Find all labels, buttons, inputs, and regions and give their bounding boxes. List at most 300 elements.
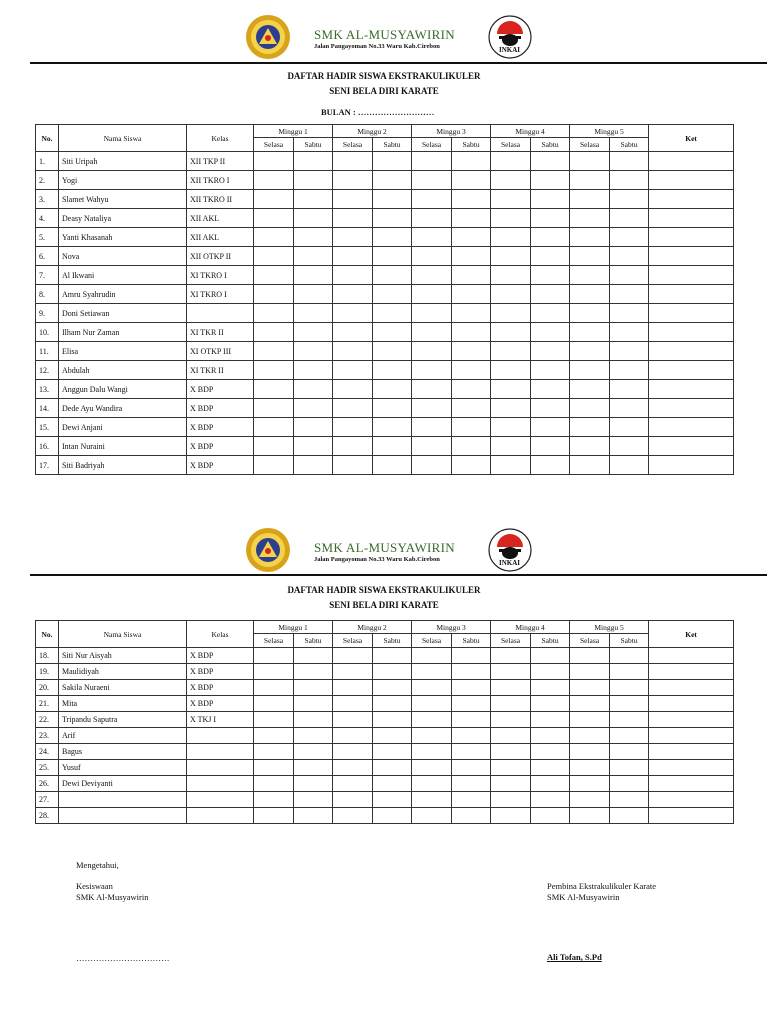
attendance-cell[interactable] xyxy=(333,152,373,171)
attendance-cell[interactable] xyxy=(294,399,333,418)
attendance-cell[interactable] xyxy=(412,380,452,399)
attendance-cell[interactable] xyxy=(333,247,373,266)
attendance-cell[interactable] xyxy=(373,209,412,228)
attendance-cell[interactable] xyxy=(452,776,491,792)
attendance-cell[interactable] xyxy=(531,323,570,342)
attendance-cell[interactable] xyxy=(531,728,570,744)
ket-cell[interactable] xyxy=(649,808,734,824)
attendance-cell[interactable] xyxy=(294,456,333,475)
attendance-cell[interactable] xyxy=(452,190,491,209)
attendance-cell[interactable] xyxy=(412,456,452,475)
attendance-cell[interactable] xyxy=(570,760,610,776)
attendance-cell[interactable] xyxy=(610,680,649,696)
attendance-cell[interactable] xyxy=(570,437,610,456)
attendance-cell[interactable] xyxy=(294,361,333,380)
attendance-cell[interactable] xyxy=(531,808,570,824)
attendance-cell[interactable] xyxy=(531,418,570,437)
attendance-cell[interactable] xyxy=(610,776,649,792)
attendance-cell[interactable] xyxy=(254,760,294,776)
attendance-cell[interactable] xyxy=(452,171,491,190)
attendance-cell[interactable] xyxy=(373,285,412,304)
ket-cell[interactable] xyxy=(649,744,734,760)
attendance-cell[interactable] xyxy=(531,304,570,323)
attendance-cell[interactable] xyxy=(531,456,570,475)
attendance-cell[interactable] xyxy=(412,648,452,664)
attendance-cell[interactable] xyxy=(610,342,649,361)
attendance-cell[interactable] xyxy=(452,437,491,456)
attendance-cell[interactable] xyxy=(412,285,452,304)
attendance-cell[interactable] xyxy=(373,728,412,744)
attendance-cell[interactable] xyxy=(254,418,294,437)
attendance-cell[interactable] xyxy=(531,744,570,760)
attendance-cell[interactable] xyxy=(491,342,531,361)
ket-cell[interactable] xyxy=(649,190,734,209)
ket-cell[interactable] xyxy=(649,437,734,456)
attendance-cell[interactable] xyxy=(373,776,412,792)
attendance-cell[interactable] xyxy=(491,361,531,380)
attendance-cell[interactable] xyxy=(412,776,452,792)
attendance-cell[interactable] xyxy=(373,247,412,266)
attendance-cell[interactable] xyxy=(570,399,610,418)
attendance-cell[interactable] xyxy=(294,696,333,712)
attendance-cell[interactable] xyxy=(491,456,531,475)
attendance-cell[interactable] xyxy=(570,744,610,760)
attendance-cell[interactable] xyxy=(610,152,649,171)
attendance-cell[interactable] xyxy=(254,437,294,456)
attendance-cell[interactable] xyxy=(452,304,491,323)
attendance-cell[interactable] xyxy=(531,648,570,664)
attendance-cell[interactable] xyxy=(373,323,412,342)
attendance-cell[interactable] xyxy=(412,728,452,744)
attendance-cell[interactable] xyxy=(531,171,570,190)
attendance-cell[interactable] xyxy=(294,266,333,285)
attendance-cell[interactable] xyxy=(333,266,373,285)
attendance-cell[interactable] xyxy=(412,399,452,418)
attendance-cell[interactable] xyxy=(491,744,531,760)
attendance-cell[interactable] xyxy=(333,776,373,792)
attendance-cell[interactable] xyxy=(333,399,373,418)
attendance-cell[interactable] xyxy=(412,247,452,266)
attendance-cell[interactable] xyxy=(333,323,373,342)
ket-cell[interactable] xyxy=(649,171,734,190)
attendance-cell[interactable] xyxy=(294,247,333,266)
attendance-cell[interactable] xyxy=(294,680,333,696)
attendance-cell[interactable] xyxy=(491,664,531,680)
attendance-cell[interactable] xyxy=(412,744,452,760)
attendance-cell[interactable] xyxy=(373,456,412,475)
attendance-cell[interactable] xyxy=(412,228,452,247)
ket-cell[interactable] xyxy=(649,380,734,399)
ket-cell[interactable] xyxy=(649,342,734,361)
attendance-cell[interactable] xyxy=(254,680,294,696)
attendance-cell[interactable] xyxy=(531,437,570,456)
attendance-cell[interactable] xyxy=(570,648,610,664)
attendance-cell[interactable] xyxy=(412,190,452,209)
attendance-cell[interactable] xyxy=(531,760,570,776)
ket-cell[interactable] xyxy=(649,760,734,776)
attendance-cell[interactable] xyxy=(412,792,452,808)
attendance-cell[interactable] xyxy=(531,342,570,361)
attendance-cell[interactable] xyxy=(452,696,491,712)
attendance-cell[interactable] xyxy=(452,228,491,247)
attendance-cell[interactable] xyxy=(452,266,491,285)
attendance-cell[interactable] xyxy=(570,228,610,247)
attendance-cell[interactable] xyxy=(294,808,333,824)
attendance-cell[interactable] xyxy=(254,792,294,808)
attendance-cell[interactable] xyxy=(610,323,649,342)
attendance-cell[interactable] xyxy=(610,760,649,776)
attendance-cell[interactable] xyxy=(333,209,373,228)
attendance-cell[interactable] xyxy=(531,792,570,808)
attendance-cell[interactable] xyxy=(333,728,373,744)
attendance-cell[interactable] xyxy=(412,304,452,323)
attendance-cell[interactable] xyxy=(531,152,570,171)
attendance-cell[interactable] xyxy=(491,776,531,792)
attendance-cell[interactable] xyxy=(373,266,412,285)
ket-cell[interactable] xyxy=(649,456,734,475)
attendance-cell[interactable] xyxy=(570,456,610,475)
attendance-cell[interactable] xyxy=(373,680,412,696)
attendance-cell[interactable] xyxy=(531,247,570,266)
attendance-cell[interactable] xyxy=(373,664,412,680)
attendance-cell[interactable] xyxy=(452,418,491,437)
attendance-cell[interactable] xyxy=(452,744,491,760)
attendance-cell[interactable] xyxy=(373,190,412,209)
ket-cell[interactable] xyxy=(649,712,734,728)
attendance-cell[interactable] xyxy=(491,792,531,808)
attendance-cell[interactable] xyxy=(452,380,491,399)
attendance-cell[interactable] xyxy=(491,418,531,437)
attendance-cell[interactable] xyxy=(570,712,610,728)
attendance-cell[interactable] xyxy=(491,266,531,285)
ket-cell[interactable] xyxy=(649,418,734,437)
attendance-cell[interactable] xyxy=(570,342,610,361)
attendance-cell[interactable] xyxy=(412,760,452,776)
attendance-cell[interactable] xyxy=(254,456,294,475)
attendance-cell[interactable] xyxy=(531,285,570,304)
attendance-cell[interactable] xyxy=(254,285,294,304)
attendance-cell[interactable] xyxy=(570,266,610,285)
attendance-cell[interactable] xyxy=(610,190,649,209)
ket-cell[interactable] xyxy=(649,776,734,792)
ket-cell[interactable] xyxy=(649,152,734,171)
attendance-cell[interactable] xyxy=(610,285,649,304)
attendance-cell[interactable] xyxy=(452,792,491,808)
attendance-cell[interactable] xyxy=(531,190,570,209)
attendance-cell[interactable] xyxy=(610,380,649,399)
attendance-cell[interactable] xyxy=(452,342,491,361)
attendance-cell[interactable] xyxy=(610,712,649,728)
attendance-cell[interactable] xyxy=(294,712,333,728)
attendance-cell[interactable] xyxy=(610,209,649,228)
attendance-cell[interactable] xyxy=(452,648,491,664)
attendance-cell[interactable] xyxy=(373,744,412,760)
attendance-cell[interactable] xyxy=(412,696,452,712)
attendance-cell[interactable] xyxy=(570,776,610,792)
attendance-cell[interactable] xyxy=(254,808,294,824)
attendance-cell[interactable] xyxy=(531,776,570,792)
attendance-cell[interactable] xyxy=(294,648,333,664)
attendance-cell[interactable] xyxy=(610,361,649,380)
attendance-cell[interactable] xyxy=(610,744,649,760)
attendance-cell[interactable] xyxy=(610,696,649,712)
attendance-cell[interactable] xyxy=(412,418,452,437)
attendance-cell[interactable] xyxy=(333,712,373,728)
attendance-cell[interactable] xyxy=(294,171,333,190)
attendance-cell[interactable] xyxy=(491,808,531,824)
attendance-cell[interactable] xyxy=(452,760,491,776)
attendance-cell[interactable] xyxy=(570,361,610,380)
attendance-cell[interactable] xyxy=(531,361,570,380)
attendance-cell[interactable] xyxy=(610,437,649,456)
attendance-cell[interactable] xyxy=(254,648,294,664)
attendance-cell[interactable] xyxy=(491,285,531,304)
attendance-cell[interactable] xyxy=(412,361,452,380)
attendance-cell[interactable] xyxy=(294,744,333,760)
attendance-cell[interactable] xyxy=(452,152,491,171)
attendance-cell[interactable] xyxy=(294,760,333,776)
attendance-cell[interactable] xyxy=(294,728,333,744)
attendance-cell[interactable] xyxy=(452,728,491,744)
attendance-cell[interactable] xyxy=(570,304,610,323)
attendance-cell[interactable] xyxy=(294,209,333,228)
attendance-cell[interactable] xyxy=(570,418,610,437)
attendance-cell[interactable] xyxy=(491,247,531,266)
attendance-cell[interactable] xyxy=(570,792,610,808)
ket-cell[interactable] xyxy=(649,664,734,680)
ket-cell[interactable] xyxy=(649,361,734,380)
attendance-cell[interactable] xyxy=(491,728,531,744)
attendance-cell[interactable] xyxy=(373,152,412,171)
attendance-cell[interactable] xyxy=(294,190,333,209)
attendance-cell[interactable] xyxy=(373,760,412,776)
attendance-cell[interactable] xyxy=(610,792,649,808)
attendance-cell[interactable] xyxy=(610,247,649,266)
attendance-cell[interactable] xyxy=(373,696,412,712)
attendance-cell[interactable] xyxy=(294,342,333,361)
attendance-cell[interactable] xyxy=(412,680,452,696)
attendance-cell[interactable] xyxy=(610,648,649,664)
attendance-cell[interactable] xyxy=(452,712,491,728)
attendance-cell[interactable] xyxy=(294,776,333,792)
attendance-cell[interactable] xyxy=(294,304,333,323)
attendance-cell[interactable] xyxy=(373,304,412,323)
attendance-cell[interactable] xyxy=(412,712,452,728)
attendance-cell[interactable] xyxy=(373,228,412,247)
attendance-cell[interactable] xyxy=(491,712,531,728)
attendance-cell[interactable] xyxy=(412,152,452,171)
attendance-cell[interactable] xyxy=(610,228,649,247)
attendance-cell[interactable] xyxy=(373,792,412,808)
attendance-cell[interactable] xyxy=(570,696,610,712)
attendance-cell[interactable] xyxy=(570,190,610,209)
attendance-cell[interactable] xyxy=(531,664,570,680)
attendance-cell[interactable] xyxy=(294,380,333,399)
attendance-cell[interactable] xyxy=(570,808,610,824)
attendance-cell[interactable] xyxy=(412,664,452,680)
attendance-cell[interactable] xyxy=(373,712,412,728)
attendance-cell[interactable] xyxy=(333,664,373,680)
ket-cell[interactable] xyxy=(649,728,734,744)
attendance-cell[interactable] xyxy=(491,399,531,418)
attendance-cell[interactable] xyxy=(333,808,373,824)
attendance-cell[interactable] xyxy=(491,696,531,712)
attendance-cell[interactable] xyxy=(373,437,412,456)
attendance-cell[interactable] xyxy=(254,696,294,712)
ket-cell[interactable] xyxy=(649,247,734,266)
attendance-cell[interactable] xyxy=(570,664,610,680)
attendance-cell[interactable] xyxy=(294,418,333,437)
attendance-cell[interactable] xyxy=(531,209,570,228)
ket-cell[interactable] xyxy=(649,680,734,696)
ket-cell[interactable] xyxy=(649,228,734,247)
attendance-cell[interactable] xyxy=(333,648,373,664)
attendance-cell[interactable] xyxy=(254,664,294,680)
attendance-cell[interactable] xyxy=(373,342,412,361)
attendance-cell[interactable] xyxy=(333,171,373,190)
attendance-cell[interactable] xyxy=(412,808,452,824)
attendance-cell[interactable] xyxy=(412,171,452,190)
attendance-cell[interactable] xyxy=(610,664,649,680)
attendance-cell[interactable] xyxy=(333,696,373,712)
attendance-cell[interactable] xyxy=(491,304,531,323)
attendance-cell[interactable] xyxy=(254,712,294,728)
attendance-cell[interactable] xyxy=(610,304,649,323)
attendance-cell[interactable] xyxy=(610,399,649,418)
attendance-cell[interactable] xyxy=(294,792,333,808)
attendance-cell[interactable] xyxy=(412,266,452,285)
attendance-cell[interactable] xyxy=(452,399,491,418)
attendance-cell[interactable] xyxy=(333,680,373,696)
attendance-cell[interactable] xyxy=(531,380,570,399)
attendance-cell[interactable] xyxy=(491,760,531,776)
attendance-cell[interactable] xyxy=(254,266,294,285)
attendance-cell[interactable] xyxy=(333,228,373,247)
attendance-cell[interactable] xyxy=(570,323,610,342)
attendance-cell[interactable] xyxy=(294,323,333,342)
attendance-cell[interactable] xyxy=(254,304,294,323)
attendance-cell[interactable] xyxy=(452,247,491,266)
attendance-cell[interactable] xyxy=(531,680,570,696)
attendance-cell[interactable] xyxy=(254,380,294,399)
ket-cell[interactable] xyxy=(649,648,734,664)
attendance-cell[interactable] xyxy=(254,171,294,190)
ket-cell[interactable] xyxy=(649,696,734,712)
attendance-cell[interactable] xyxy=(254,744,294,760)
attendance-cell[interactable] xyxy=(373,808,412,824)
attendance-cell[interactable] xyxy=(531,399,570,418)
attendance-cell[interactable] xyxy=(254,399,294,418)
attendance-cell[interactable] xyxy=(491,209,531,228)
attendance-cell[interactable] xyxy=(333,304,373,323)
attendance-cell[interactable] xyxy=(570,285,610,304)
attendance-cell[interactable] xyxy=(333,792,373,808)
attendance-cell[interactable] xyxy=(412,209,452,228)
attendance-cell[interactable] xyxy=(570,209,610,228)
attendance-cell[interactable] xyxy=(570,247,610,266)
ket-cell[interactable] xyxy=(649,792,734,808)
attendance-cell[interactable] xyxy=(254,728,294,744)
attendance-cell[interactable] xyxy=(294,152,333,171)
attendance-cell[interactable] xyxy=(333,190,373,209)
attendance-cell[interactable] xyxy=(452,323,491,342)
attendance-cell[interactable] xyxy=(254,323,294,342)
attendance-cell[interactable] xyxy=(610,266,649,285)
attendance-cell[interactable] xyxy=(610,728,649,744)
attendance-cell[interactable] xyxy=(254,342,294,361)
ket-cell[interactable] xyxy=(649,285,734,304)
attendance-cell[interactable] xyxy=(491,190,531,209)
attendance-cell[interactable] xyxy=(254,152,294,171)
attendance-cell[interactable] xyxy=(610,418,649,437)
attendance-cell[interactable] xyxy=(373,361,412,380)
attendance-cell[interactable] xyxy=(570,380,610,399)
attendance-cell[interactable] xyxy=(452,361,491,380)
attendance-cell[interactable] xyxy=(254,209,294,228)
attendance-cell[interactable] xyxy=(452,664,491,680)
attendance-cell[interactable] xyxy=(373,380,412,399)
attendance-cell[interactable] xyxy=(254,228,294,247)
attendance-cell[interactable] xyxy=(333,285,373,304)
attendance-cell[interactable] xyxy=(254,361,294,380)
attendance-cell[interactable] xyxy=(452,680,491,696)
attendance-cell[interactable] xyxy=(452,808,491,824)
attendance-cell[interactable] xyxy=(491,380,531,399)
attendance-cell[interactable] xyxy=(333,418,373,437)
attendance-cell[interactable] xyxy=(570,680,610,696)
attendance-cell[interactable] xyxy=(531,712,570,728)
attendance-cell[interactable] xyxy=(373,648,412,664)
attendance-cell[interactable] xyxy=(294,228,333,247)
attendance-cell[interactable] xyxy=(452,285,491,304)
attendance-cell[interactable] xyxy=(531,266,570,285)
attendance-cell[interactable] xyxy=(333,744,373,760)
attendance-cell[interactable] xyxy=(610,456,649,475)
attendance-cell[interactable] xyxy=(491,323,531,342)
attendance-cell[interactable] xyxy=(570,152,610,171)
ket-cell[interactable] xyxy=(649,304,734,323)
attendance-cell[interactable] xyxy=(333,760,373,776)
attendance-cell[interactable] xyxy=(570,728,610,744)
attendance-cell[interactable] xyxy=(333,361,373,380)
attendance-cell[interactable] xyxy=(491,171,531,190)
attendance-cell[interactable] xyxy=(294,664,333,680)
attendance-cell[interactable] xyxy=(333,437,373,456)
attendance-cell[interactable] xyxy=(491,648,531,664)
attendance-cell[interactable] xyxy=(373,399,412,418)
ket-cell[interactable] xyxy=(649,323,734,342)
attendance-cell[interactable] xyxy=(491,437,531,456)
attendance-cell[interactable] xyxy=(531,228,570,247)
attendance-cell[interactable] xyxy=(333,342,373,361)
attendance-cell[interactable] xyxy=(294,285,333,304)
attendance-cell[interactable] xyxy=(333,380,373,399)
attendance-cell[interactable] xyxy=(373,171,412,190)
attendance-cell[interactable] xyxy=(254,190,294,209)
attendance-cell[interactable] xyxy=(373,418,412,437)
attendance-cell[interactable] xyxy=(412,437,452,456)
ket-cell[interactable] xyxy=(649,209,734,228)
attendance-cell[interactable] xyxy=(412,342,452,361)
attendance-cell[interactable] xyxy=(412,323,452,342)
attendance-cell[interactable] xyxy=(610,808,649,824)
attendance-cell[interactable] xyxy=(452,209,491,228)
attendance-cell[interactable] xyxy=(531,696,570,712)
ket-cell[interactable] xyxy=(649,399,734,418)
attendance-cell[interactable] xyxy=(294,437,333,456)
ket-cell[interactable] xyxy=(649,266,734,285)
attendance-cell[interactable] xyxy=(491,680,531,696)
